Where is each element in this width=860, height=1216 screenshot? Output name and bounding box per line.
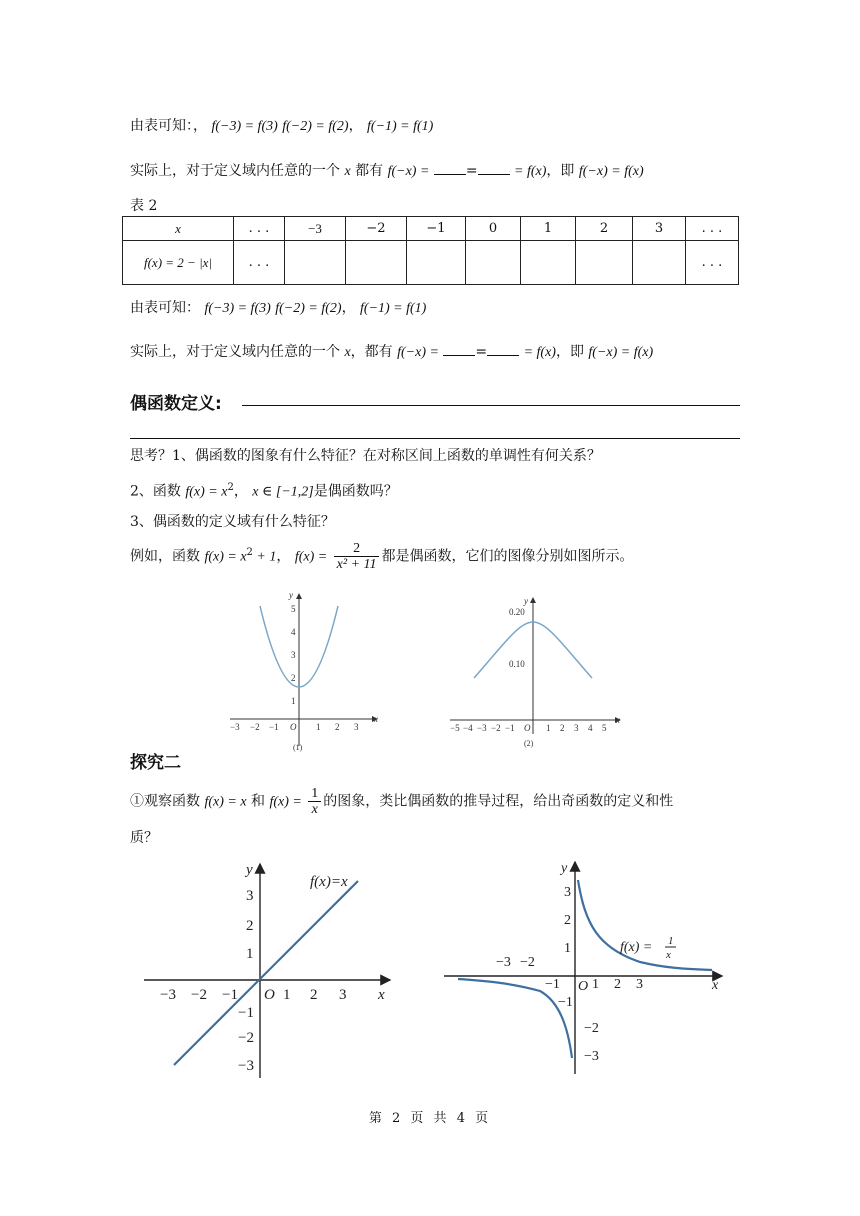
- graph-parabola: [222, 588, 392, 758]
- equals-sign: =: [465, 163, 478, 179]
- function-expression: f(x) = x: [204, 794, 247, 810]
- y-tick: 3: [246, 888, 254, 904]
- x-tick: −3: [496, 955, 511, 970]
- y-tick: −1: [238, 1005, 254, 1021]
- think-question-3: 3、偶函数的定义域有什么特征？: [130, 514, 335, 530]
- y-tick: 3: [564, 885, 571, 900]
- equation-lhs: f(−x) =: [397, 345, 439, 360]
- function-label-denominator: x: [666, 949, 671, 961]
- function-label: f(x) =: [620, 940, 653, 955]
- x-tick: 1: [283, 987, 291, 1003]
- x-tick: −4: [463, 723, 473, 733]
- x-tick: −2: [250, 722, 260, 732]
- y-tick: 1: [291, 696, 296, 706]
- table-cell[interactable]: [633, 241, 686, 285]
- reasoning-text: ，即: [546, 163, 575, 179]
- section-heading: 探究二: [130, 753, 181, 773]
- numerator: 2: [334, 541, 380, 557]
- y-tick: 0.20: [509, 607, 525, 617]
- x-tick: −2: [520, 955, 535, 970]
- y-tick: 4: [291, 627, 296, 637]
- x-tick: 1: [592, 977, 599, 992]
- observation-prefix: 由表可知：: [130, 300, 200, 316]
- denominator: x: [311, 802, 318, 817]
- origin-label: O: [290, 722, 297, 732]
- x-tick: 3: [636, 977, 643, 992]
- observation-line-1: [130, 116, 433, 137]
- think-question-1: 思考？1、偶函数的图象有什么特征？在对称区间上函数的单调性有何关系？: [130, 448, 601, 464]
- function-expression: + 1: [252, 549, 277, 565]
- x-tick: 3: [574, 723, 579, 733]
- table-header-row: [123, 217, 739, 241]
- x-axis-label: x: [712, 978, 719, 993]
- function-label: f(x)=x: [310, 874, 348, 890]
- y-axis-label: y: [524, 596, 528, 606]
- equation-rhs: = f(x): [523, 345, 556, 360]
- equation-f-neg1: f(−1) = f(1): [367, 119, 434, 134]
- table-cell: 3: [633, 217, 686, 241]
- x-tick: −2: [191, 987, 207, 1003]
- reasoning-line-1: [130, 161, 644, 182]
- example-text: 例如，函数: [130, 548, 200, 565]
- question-text: 是偶函数吗？: [313, 483, 398, 500]
- table-cell: . . .: [234, 217, 285, 241]
- table-cell[interactable]: [576, 241, 633, 285]
- x-tick: 1: [546, 723, 551, 733]
- y-axis-label: y: [246, 862, 253, 878]
- variable-x: x: [344, 164, 351, 179]
- x-tick: −3: [230, 722, 240, 732]
- y-tick: 5: [291, 604, 296, 614]
- fraction: [308, 786, 321, 817]
- fill-blank[interactable]: [443, 343, 475, 356]
- observation-line-2: [130, 298, 426, 319]
- equation-conclusion: f(−x) = f(x): [578, 164, 644, 179]
- x-tick: 1: [316, 722, 321, 732]
- question-text: ①观察函数: [130, 793, 200, 810]
- graph-odd-linear: [140, 860, 400, 1082]
- equation-conclusion: f(−x) = f(x): [588, 345, 654, 360]
- fill-blank[interactable]: [434, 162, 466, 175]
- graph-caption: (2): [524, 739, 534, 748]
- origin-label: O: [264, 987, 275, 1003]
- page-footer: 第 2 页 共 4 页: [368, 1111, 492, 1126]
- x-tick: 5: [602, 723, 607, 733]
- table-cell: −1: [407, 217, 466, 241]
- reasoning-text: 都有: [355, 163, 384, 179]
- y-tick: −3: [238, 1058, 254, 1074]
- function-expression: f(x) =: [294, 549, 328, 565]
- y-tick: 2: [246, 918, 254, 934]
- table-cell: −2: [346, 217, 407, 241]
- table-cell: 1: [521, 217, 576, 241]
- answer-line[interactable]: [130, 438, 740, 439]
- table-cell: . . .: [686, 217, 739, 241]
- reasoning-text: 实际上，对于定义域内任意的一个: [130, 163, 340, 179]
- x-tick: −3: [477, 723, 487, 733]
- fill-blank[interactable]: [487, 343, 519, 356]
- graph-odd-reciprocal: [440, 858, 736, 1078]
- x-tick: −1: [505, 723, 515, 733]
- x-tick: 2: [335, 722, 340, 732]
- x-tick: 2: [560, 723, 565, 733]
- x-axis-label: x: [616, 715, 620, 725]
- equation-rhs: = f(x): [514, 164, 547, 179]
- x-tick: 3: [339, 987, 347, 1003]
- reasoning-text: 实际上，对于定义域内任意的一个: [130, 344, 340, 360]
- origin-label: O: [578, 979, 589, 994]
- reasoning-text: ，即: [555, 344, 584, 360]
- domain-interval: x ∈ [−1,2]: [252, 484, 314, 500]
- table-cell[interactable]: [346, 241, 407, 285]
- y-tick: −2: [238, 1030, 254, 1046]
- separator: ，: [341, 300, 356, 316]
- equation-f-neg1: f(−1) = f(1): [360, 301, 427, 316]
- equation-lhs: f(−x) =: [387, 164, 430, 179]
- fraction: [334, 541, 380, 572]
- x-tick: −1: [222, 987, 238, 1003]
- x-tick: −3: [160, 987, 176, 1003]
- numerator: 1: [308, 786, 321, 802]
- x-tick: −1: [269, 722, 279, 732]
- table-cell[interactable]: [285, 241, 346, 285]
- y-tick: 2: [291, 673, 296, 683]
- x-tick: 3: [354, 722, 359, 732]
- table-cell[interactable]: [407, 241, 466, 285]
- equation-f-neg3: f(−3) = f(3): [211, 119, 278, 134]
- question-text: 2、函数: [130, 483, 181, 500]
- y-axis-label: y: [561, 861, 568, 876]
- table-row: [123, 241, 739, 285]
- y-tick: 0.10: [509, 659, 525, 669]
- x-tick: −5: [450, 723, 460, 733]
- y-tick: −2: [584, 1021, 599, 1036]
- reasoning-line-2: [130, 342, 653, 363]
- fill-blank[interactable]: [478, 162, 510, 175]
- table-cell: 0: [466, 217, 521, 241]
- x-axis-label: x: [374, 714, 378, 724]
- y-tick: 1: [564, 941, 571, 956]
- table-cell: −3: [285, 217, 346, 241]
- table-cell[interactable]: [466, 241, 521, 285]
- hyperbola-branch-positive: [578, 880, 712, 970]
- exponent: 2: [227, 482, 234, 493]
- y-tick: 3: [291, 650, 296, 660]
- table-cell: 2: [576, 217, 633, 241]
- origin-label: O: [524, 723, 531, 733]
- table-cell: . . .: [234, 241, 285, 285]
- observation-prefix: 由表可知：，: [130, 118, 207, 134]
- even-function-definition-label: 偶函数定义:: [130, 394, 222, 414]
- table-caption: 表 2: [130, 198, 158, 214]
- think-question-2: [130, 478, 398, 503]
- answer-line[interactable]: [242, 405, 740, 406]
- function-expression: f(x) = x: [185, 484, 228, 500]
- explore-question-continuation: 质？: [130, 830, 158, 846]
- y-tick: −1: [558, 995, 573, 1010]
- explore-question-line: [130, 786, 673, 818]
- variable-x: x: [344, 345, 351, 360]
- table-cell: x: [123, 217, 234, 241]
- line-f-x-equals-x: [174, 881, 358, 1065]
- function-expression: f(x) =: [269, 794, 302, 810]
- x-tick: 4: [588, 723, 593, 733]
- table-row-label: f(x) = 2 − |x|: [123, 241, 234, 285]
- equation-f-neg3: f(−3) = f(3): [204, 301, 271, 316]
- equation-f-neg2: f(−2) = f(2): [282, 119, 349, 134]
- graph-bell-curve: [444, 594, 630, 754]
- y-tick: 2: [564, 913, 571, 928]
- separator: ，: [348, 118, 363, 134]
- exponent: 2: [246, 547, 253, 558]
- y-tick: 1: [246, 946, 254, 962]
- reasoning-text: ，都有: [350, 344, 393, 360]
- example-text: 都是偶函数，它们的图像分别如图所示。: [381, 548, 634, 565]
- x-axis-label: x: [378, 987, 385, 1003]
- table-cell[interactable]: [521, 241, 576, 285]
- function-label-numerator: 1: [668, 935, 674, 947]
- x-tick: −2: [491, 723, 501, 733]
- denominator: x² + 11: [336, 557, 377, 573]
- x-tick: 2: [614, 977, 621, 992]
- graph-caption: (1): [293, 743, 303, 752]
- question-text: 的图象，类比偶函数的推导过程，给出奇函数的定义和性: [323, 793, 674, 810]
- y-tick: −3: [584, 1049, 599, 1064]
- equation-f-neg2: f(−2) = f(2): [275, 301, 342, 316]
- equals-sign: =: [475, 344, 488, 360]
- value-table: [122, 216, 739, 285]
- separator: ，: [276, 548, 291, 565]
- example-line: [130, 538, 633, 573]
- table-cell: . . .: [686, 241, 739, 285]
- question-text: 和: [251, 793, 265, 810]
- function-expression: f(x) = x: [204, 549, 247, 565]
- separator: ，: [233, 483, 248, 500]
- y-axis-label: y: [289, 590, 293, 600]
- x-tick: −1: [545, 977, 560, 992]
- x-tick: 2: [310, 987, 318, 1003]
